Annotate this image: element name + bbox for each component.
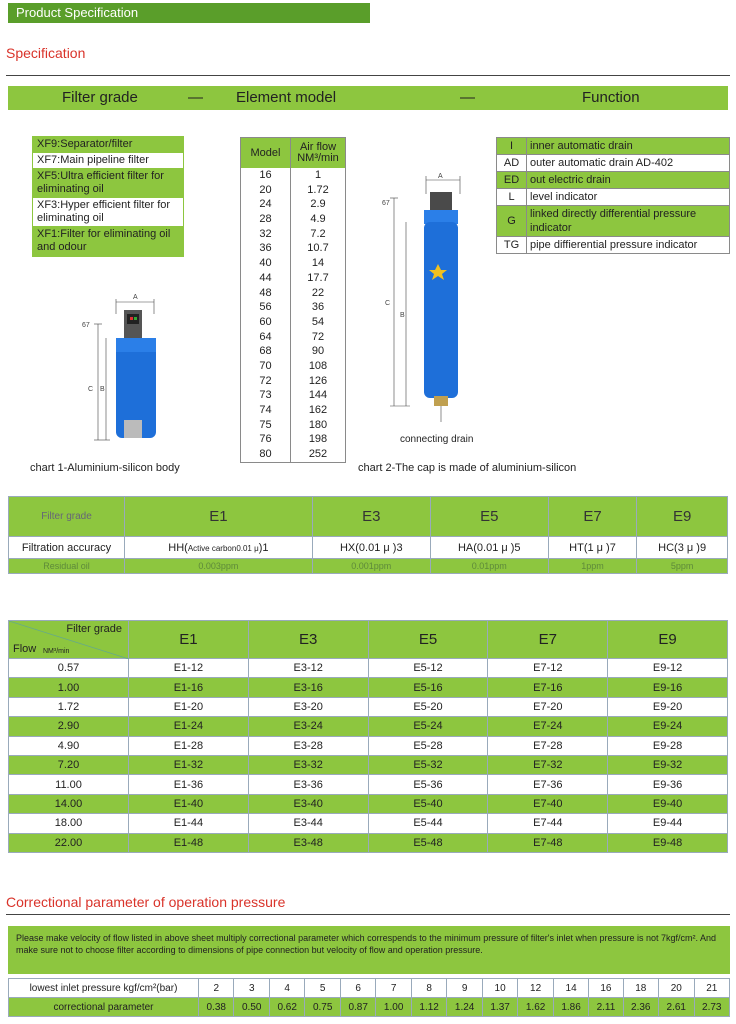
filtration-accuracy-label: Filtration accuracy (9, 537, 125, 559)
table-row (9, 697, 728, 716)
flow-cell: 1.72 (9, 697, 129, 716)
param-cell: 0.50 (234, 998, 269, 1017)
filter-drawing-1 (80, 294, 200, 444)
model-cell: 24 (259, 198, 272, 211)
flow-cell: 11.00 (9, 775, 129, 794)
filter-grade-heading: Filter grade (62, 89, 138, 106)
pressure-cell: 3 (234, 979, 269, 998)
flow-cell: 18.00 (9, 814, 129, 833)
air-flow-cell: 7.2 (310, 227, 326, 240)
connecting-drain-label: connecting drain (400, 434, 474, 445)
model-code-cell: E1-12 (129, 659, 249, 678)
model-code-cell: E3-28 (248, 736, 368, 755)
pressure-cell: 4 (269, 979, 304, 998)
grade-cell: E5 (430, 497, 548, 537)
grade-col-header: E9 (608, 621, 728, 659)
air-flow-cell: 36 (311, 301, 325, 314)
specification-title: Specification (6, 45, 86, 61)
pressure-cell: 6 (340, 979, 375, 998)
air-flow-cell: 17.7 (307, 271, 329, 284)
param-cell: 1.86 (553, 998, 588, 1017)
function-code: L (497, 189, 527, 205)
model-code-cell: E9-32 (608, 755, 728, 774)
model-cell: 72 (259, 374, 272, 387)
function-row (497, 237, 729, 253)
model-code-cell: E5-48 (368, 833, 488, 852)
param-cell: 1.62 (518, 998, 553, 1017)
dim-a-label: A (438, 173, 443, 180)
air-flow-cell: 2.9 (310, 198, 326, 211)
grade-cell: E7 (548, 497, 636, 537)
model-code-cell: E1-32 (129, 755, 249, 774)
param-cell: 0.75 (305, 998, 340, 1017)
grade-cell: E3 (312, 497, 430, 537)
accuracy-cell: HH(Active carbon0.01 μ)1 (125, 537, 313, 559)
air-flow-cell: 14 (311, 257, 325, 270)
table-row (9, 979, 730, 998)
model-code-cell: E3-24 (248, 717, 368, 736)
pressure-cell: 5 (305, 979, 340, 998)
pressure-cell: 21 (694, 979, 730, 998)
param-label: correctional parameter (9, 998, 199, 1017)
model-code-cell: E3-40 (248, 794, 368, 813)
dim-b-label: B (400, 312, 405, 319)
param-cell: 2.36 (623, 998, 658, 1017)
model-table (240, 137, 346, 463)
grade-col-header: E3 (248, 621, 368, 659)
model-code-cell: E3-32 (248, 755, 368, 774)
param-cell: 2.11 (589, 998, 623, 1017)
air-flow-cell: 4.9 (310, 213, 326, 226)
model-code-cell: E1-20 (129, 697, 249, 716)
model-cell: 76 (259, 433, 272, 446)
air-flow-cell: 162 (308, 404, 328, 416)
residual-cell: 0.003ppm (125, 559, 313, 574)
table-row (9, 678, 728, 697)
chart2-caption: chart 2-The cap is made of aluminium-silicon (358, 462, 577, 474)
model-code-cell: E3-20 (248, 697, 368, 716)
model-cell: 73 (259, 389, 272, 402)
residual-oil-label: Residual oil (9, 559, 125, 574)
model-cell: 36 (259, 242, 272, 255)
model-cell: 32 (259, 227, 272, 240)
model-code-cell: E9-24 (608, 717, 728, 736)
flow-cell: 2.90 (9, 717, 129, 736)
xf-grade-item: XF1:Filter for eliminating oil and odour (33, 227, 183, 256)
air-flow-cell: 198 (308, 433, 328, 446)
model-code-cell: E3-44 (248, 814, 368, 833)
model-code-cell: E7-32 (488, 755, 608, 774)
filter-grade-label: Filter grade (9, 497, 125, 537)
air-flow-cell: 10.7 (307, 242, 329, 255)
pressure-cell: 2 (199, 979, 234, 998)
function-desc: out electric drain (527, 172, 729, 188)
function-code: TG (497, 237, 527, 253)
model-code-cell: E9-48 (608, 833, 728, 852)
residual-cell: 1ppm (548, 559, 636, 574)
table-row (9, 775, 728, 794)
filter-drawing-2 (370, 172, 480, 434)
function-desc: linked directly differential pressure indicator (527, 206, 729, 236)
function-heading: Function (582, 89, 640, 106)
param-cell: 1.24 (447, 998, 482, 1017)
model-cell: 56 (259, 301, 272, 314)
function-row (497, 189, 729, 206)
air-flow-cell: 72 (311, 330, 325, 343)
function-code: I (497, 138, 527, 154)
dim-b-label: B (100, 386, 105, 393)
model-code-cell: E7-20 (488, 697, 608, 716)
model-cell: 70 (259, 359, 272, 372)
param-cell: 1.12 (411, 998, 446, 1017)
model-code-cell: E9-12 (608, 659, 728, 678)
model-code-cell: E1-16 (129, 678, 249, 697)
model-code-cell: E5-24 (368, 717, 488, 736)
dim-67-label: 67 (82, 322, 90, 329)
pressure-cell: 7 (376, 979, 411, 998)
flow-cell: 1.00 (9, 678, 129, 697)
function-desc: inner automatic drain (527, 138, 729, 154)
function-desc: level indicator (530, 191, 598, 203)
model-code-cell: E1-48 (129, 833, 249, 852)
model-header: Model (241, 138, 291, 168)
param-cell: 1.00 (376, 998, 411, 1017)
correction-note: Please make velocity of flow listed in above sheet multiply correctional parameter which correspends to the minimum pressure of filter's inlet when pressure is not 7kgf/cm². And make sure not to choose filter according to dimensions of pipe connection but velocity of flow and operation pressure. (8, 926, 730, 974)
param-cell: 2.73 (694, 998, 730, 1017)
model-cell: 60 (259, 315, 272, 328)
xf-grade-item: XF3:Hyper efficient filter for eliminating oil (33, 198, 183, 227)
param-cell: 0.62 (269, 998, 304, 1017)
function-code: G (497, 206, 527, 236)
function-desc: pipe diffierential pressure indicator (530, 239, 698, 251)
model-code-cell: E1-44 (129, 814, 249, 833)
grade-bar (8, 86, 728, 110)
xf-grade-item: XF7:Main pipeline filter (33, 153, 183, 169)
dash: — (188, 89, 203, 106)
model-code-cell: E5-20 (368, 697, 488, 716)
air-flow-cell: 1 (314, 169, 322, 181)
air-flow-cell: 126 (308, 374, 328, 387)
pressure-cell: 10 (482, 979, 517, 998)
model-cell: 80 (259, 448, 272, 461)
model-code-cell: E7-12 (488, 659, 608, 678)
model-cell: 64 (259, 330, 272, 343)
pressure-cell: 8 (411, 979, 446, 998)
function-desc: outer automatic drain AD-402 (530, 157, 674, 169)
air-flow-cell: 1.72 (307, 183, 329, 196)
model-code-cell: E1-24 (129, 717, 249, 736)
table-row (9, 833, 728, 852)
pressure-cell: 16 (589, 979, 623, 998)
air-flow-cell: 108 (308, 359, 328, 372)
model-cell: 44 (259, 271, 272, 284)
grade-cell: E1 (125, 497, 313, 537)
flow-cell: 14.00 (9, 794, 129, 813)
function-table (496, 137, 730, 254)
function-row (497, 138, 729, 155)
dash: — (460, 89, 475, 106)
grade-col-header: E5 (368, 621, 488, 659)
air-flow-cell: 90 (311, 345, 325, 358)
table-row (9, 755, 728, 774)
model-cell: 20 (259, 183, 272, 196)
function-row (497, 172, 729, 189)
filtration-grade-table (8, 496, 728, 574)
model-code-cell: E5-44 (368, 814, 488, 833)
model-cell: 16 (259, 169, 272, 181)
divider (6, 75, 730, 76)
model-code-cell: E5-40 (368, 794, 488, 813)
param-cell: 0.38 (199, 998, 234, 1017)
xf-grade-item: XF9:Separator/filter (33, 137, 183, 153)
correction-title: Correctional parameter of operation pressure (6, 894, 286, 910)
model-cell: 40 (259, 257, 272, 270)
model-code-cell: E3-36 (248, 775, 368, 794)
model-code-cell: E7-28 (488, 736, 608, 755)
model-code-cell: E5-12 (368, 659, 488, 678)
pressure-label: lowest inlet pressure kgf/cm²(bar) (9, 979, 199, 998)
model-cell: 75 (259, 418, 272, 431)
model-code-cell: E7-24 (488, 717, 608, 736)
model-code-cell: E9-16 (608, 678, 728, 697)
table-row (9, 736, 728, 755)
table-row (9, 998, 730, 1017)
air-flow-header: Air flow NM³/min (291, 138, 345, 168)
dim-a-label: A (133, 294, 138, 301)
function-row (497, 206, 729, 237)
param-cell: 0.87 (340, 998, 375, 1017)
air-flow-cell: 22 (311, 286, 325, 299)
table-row (9, 717, 728, 736)
function-code: ED (497, 172, 527, 188)
accuracy-cell: HA(0.01 μ )5 (430, 537, 548, 559)
dim-c-label: C (88, 386, 94, 393)
model-code-cell: E5-28 (368, 736, 488, 755)
residual-cell: 0.001ppm (312, 559, 430, 574)
residual-cell: 5ppm (637, 559, 728, 574)
accuracy-cell: HX(0.01 μ )3 (312, 537, 430, 559)
flow-cell: 4.90 (9, 736, 129, 755)
model-code-cell: E3-48 (248, 833, 368, 852)
flow-cell: 22.00 (9, 833, 129, 852)
element-model-heading: Element model (236, 89, 337, 106)
model-code-cell: E9-28 (608, 736, 728, 755)
divider (6, 914, 730, 915)
model-code-cell: E7-36 (488, 775, 608, 794)
flow-cell: 0.57 (9, 659, 129, 678)
air-flow-cell: 252 (308, 448, 328, 461)
model-code-cell: E5-16 (368, 678, 488, 697)
grade-cell: E9 (637, 497, 728, 537)
air-flow-cell: 54 (311, 315, 325, 328)
flow-grade-header: Filter grade Flow NM³/min (9, 621, 129, 659)
model-cell: 28 (259, 213, 272, 226)
model-code-cell: E7-16 (488, 678, 608, 697)
model-code-cell: E5-36 (368, 775, 488, 794)
xf-grade-list (32, 136, 184, 257)
model-code-cell: E9-40 (608, 794, 728, 813)
air-flow-cell: 180 (308, 418, 328, 431)
page-header: Product Specification (8, 3, 370, 23)
model-code-cell: E5-32 (368, 755, 488, 774)
model-code-cell: E3-12 (248, 659, 368, 678)
table-row (9, 659, 728, 678)
dim-c-label: C (385, 300, 391, 307)
model-cell: 68 (259, 345, 272, 358)
model-code-cell: E9-20 (608, 697, 728, 716)
model-code-cell: E7-40 (488, 794, 608, 813)
model-code-cell: E7-44 (488, 814, 608, 833)
model-code-cell: E1-36 (129, 775, 249, 794)
pressure-cell: 18 (623, 979, 658, 998)
dim-67-label: 67 (382, 200, 390, 207)
model-code-cell: E7-48 (488, 833, 608, 852)
table-row (9, 814, 728, 833)
accuracy-cell: HT(1 μ )7 (548, 537, 636, 559)
model-code-cell: E1-28 (129, 736, 249, 755)
grade-col-header: E7 (488, 621, 608, 659)
flow-cell: 7.20 (9, 755, 129, 774)
correction-table (8, 978, 730, 1017)
xf-grade-item: XF5:Ultra efficient filter for eliminating oil (33, 169, 183, 198)
residual-cell: 0.01ppm (430, 559, 548, 574)
model-code-cell: E3-16 (248, 678, 368, 697)
pressure-cell: 14 (553, 979, 588, 998)
model-code-cell: E9-36 (608, 775, 728, 794)
accuracy-cell: HC(3 μ )9 (637, 537, 728, 559)
model-cell: 74 (259, 404, 272, 416)
param-cell: 1.37 (482, 998, 517, 1017)
grade-col-header: E1 (129, 621, 249, 659)
chart1-caption: chart 1-Aluminium-silicon body (30, 462, 180, 474)
pressure-cell: 12 (518, 979, 553, 998)
flow-selection-table (8, 620, 728, 853)
pressure-cell: 20 (659, 979, 694, 998)
table-row (9, 794, 728, 813)
function-code: AD (497, 155, 527, 171)
model-code-cell: E1-40 (129, 794, 249, 813)
model-cell: 48 (259, 286, 272, 299)
pressure-cell: 9 (447, 979, 482, 998)
function-row (497, 155, 729, 172)
air-flow-cell: 144 (308, 389, 328, 402)
param-cell: 2.61 (659, 998, 694, 1017)
model-code-cell: E9-44 (608, 814, 728, 833)
